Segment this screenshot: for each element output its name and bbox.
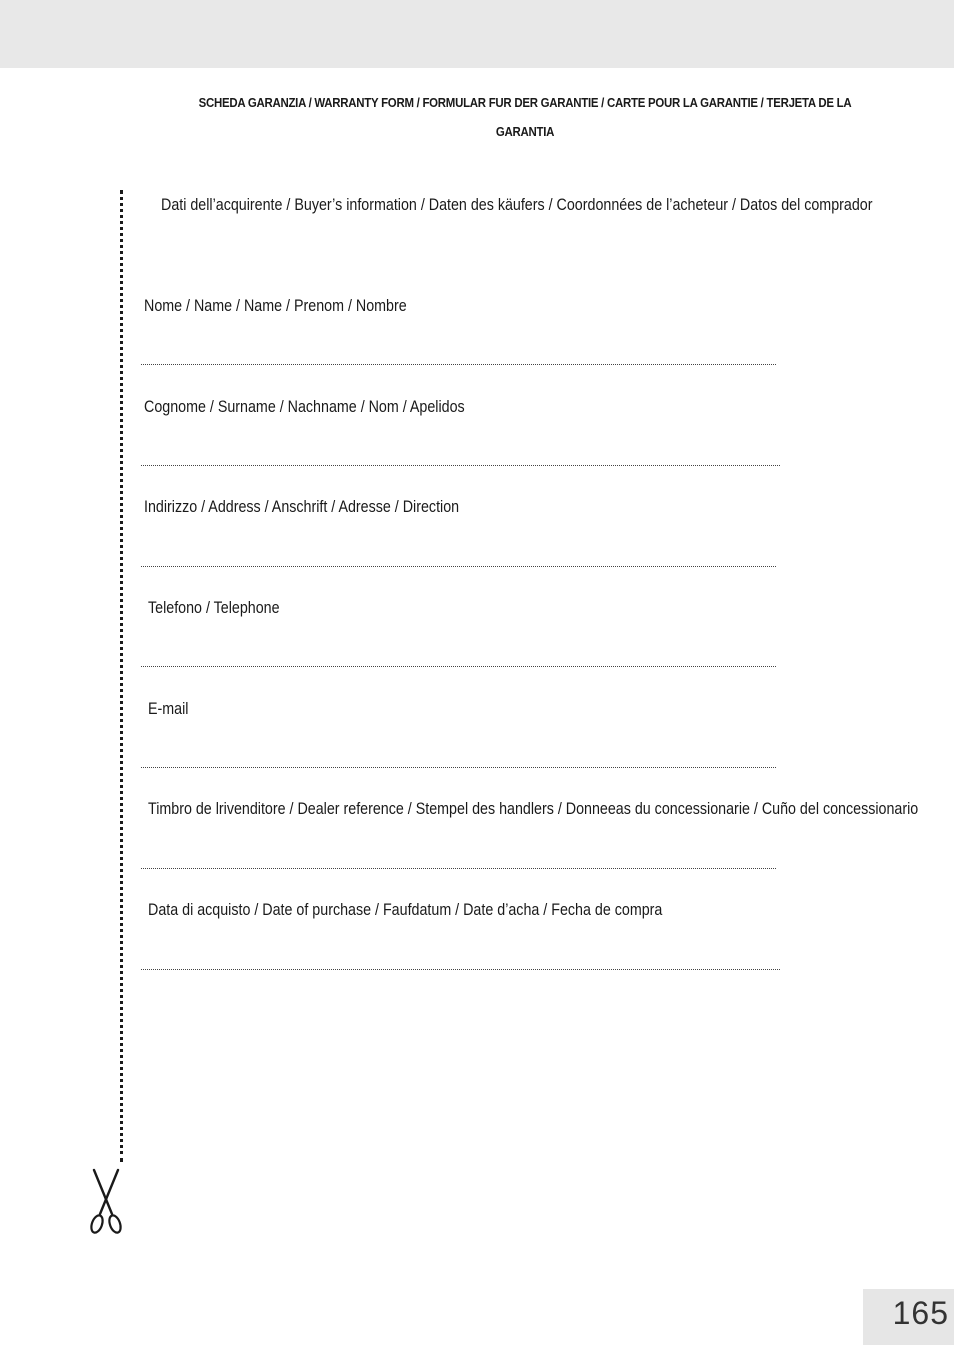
email-fill-line[interactable] xyxy=(141,767,776,768)
surname-label: Cognome / Surname / Nachname / Nom / Apelidos xyxy=(144,397,465,416)
purchase-date-fill-line[interactable] xyxy=(141,969,780,970)
buyer-info-heading: Dati dell’acquirente / Buyer’s information / Daten des käufers / Coordonnées de l’acheteur / Datos del comprador xyxy=(161,195,873,214)
purchase-date-label: Data di acquisto / Date of purchase / Faufdatum / Date d’acha / Fecha de compra xyxy=(148,900,663,919)
page-number: 165 xyxy=(892,1295,949,1331)
header-band xyxy=(0,0,954,68)
dealer-reference-label: Timbro de lrivenditore / Dealer reference / Stempel des handlers / Donneeas du concessionarie / Cuño del concessionario xyxy=(148,799,919,818)
telephone-label: Telefono / Telephone xyxy=(148,598,280,617)
page-number-box xyxy=(863,1289,954,1345)
surname-fill-line[interactable] xyxy=(141,465,780,466)
cut-line xyxy=(120,190,123,1162)
telephone-fill-line[interactable] xyxy=(141,666,776,667)
dealer-reference-fill-line[interactable] xyxy=(141,868,776,869)
scissors-icon xyxy=(88,1168,124,1236)
page-title: SCHEDA GARANZIA / WARRANTY FORM / FORMULAR FUR DER GARANTIE / CARTE POUR LA GARANTIE / TERJETA DE LA GARANTIA xyxy=(198,95,852,139)
address-label: Indirizzo / Address / Anschrift / Adresse / Direction xyxy=(144,497,460,516)
email-label: E-mail xyxy=(148,699,189,718)
name-label: Nome / Name / Name / Prenom / Nombre xyxy=(144,296,407,315)
address-fill-line[interactable] xyxy=(141,566,776,567)
name-fill-line[interactable] xyxy=(141,364,776,365)
